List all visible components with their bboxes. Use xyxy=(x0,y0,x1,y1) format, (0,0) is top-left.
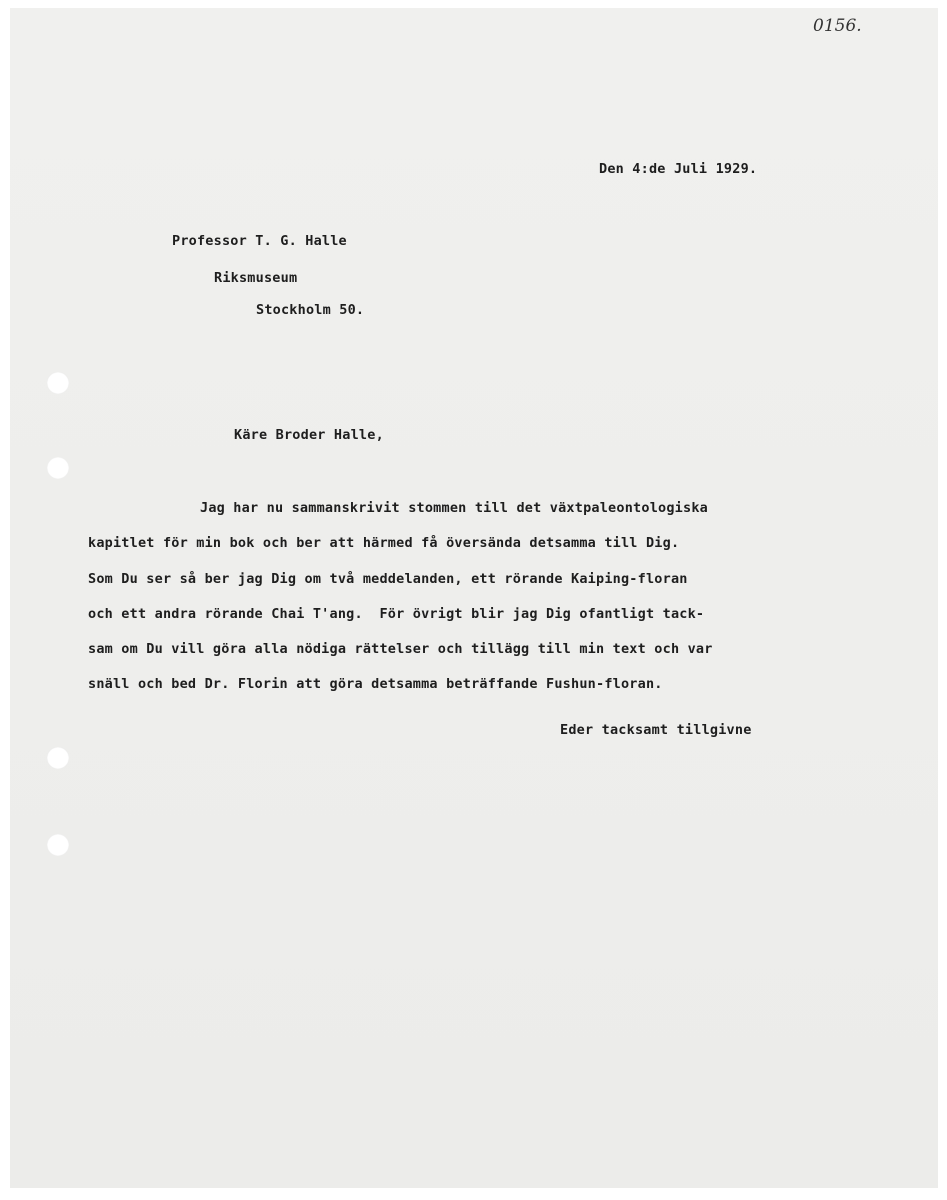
salutation: Käre Broder Halle, xyxy=(234,427,384,443)
paper-sheet xyxy=(10,8,938,1188)
recipient-name: Professor T. G. Halle xyxy=(172,233,347,249)
archive-number: 0156. xyxy=(813,16,862,36)
punch-hole-3 xyxy=(47,747,69,769)
body-line: sam om Du vill göra alla nödiga rättelser och tillägg till min text och var xyxy=(88,641,713,657)
body-line: och ett andra rörande Chai T'ang. För övrigt blir jag Dig ofantligt tack- xyxy=(88,606,705,622)
body-line: kapitlet för min bok och ber att härmed få översända detsamma till Dig. xyxy=(88,535,680,551)
punch-hole-2 xyxy=(47,457,69,479)
punch-hole-1 xyxy=(47,372,69,394)
body-line: Som Du ser så ber jag Dig om två meddelanden, ett rörande Kaiping-floran xyxy=(88,571,688,587)
punch-hole-4 xyxy=(47,834,69,856)
letter-date: Den 4:de Juli 1929. xyxy=(599,161,758,177)
body-line: snäll och bed Dr. Florin att göra detsamma beträffande Fushun-floran. xyxy=(88,676,663,692)
recipient-institution: Riksmuseum xyxy=(214,270,298,286)
body-line: Jag har nu sammanskrivit stommen till det växtpaleontologiska xyxy=(200,500,708,516)
closing: Eder tacksamt tillgivne xyxy=(560,722,752,738)
recipient-city: Stockholm 50. xyxy=(256,302,365,318)
